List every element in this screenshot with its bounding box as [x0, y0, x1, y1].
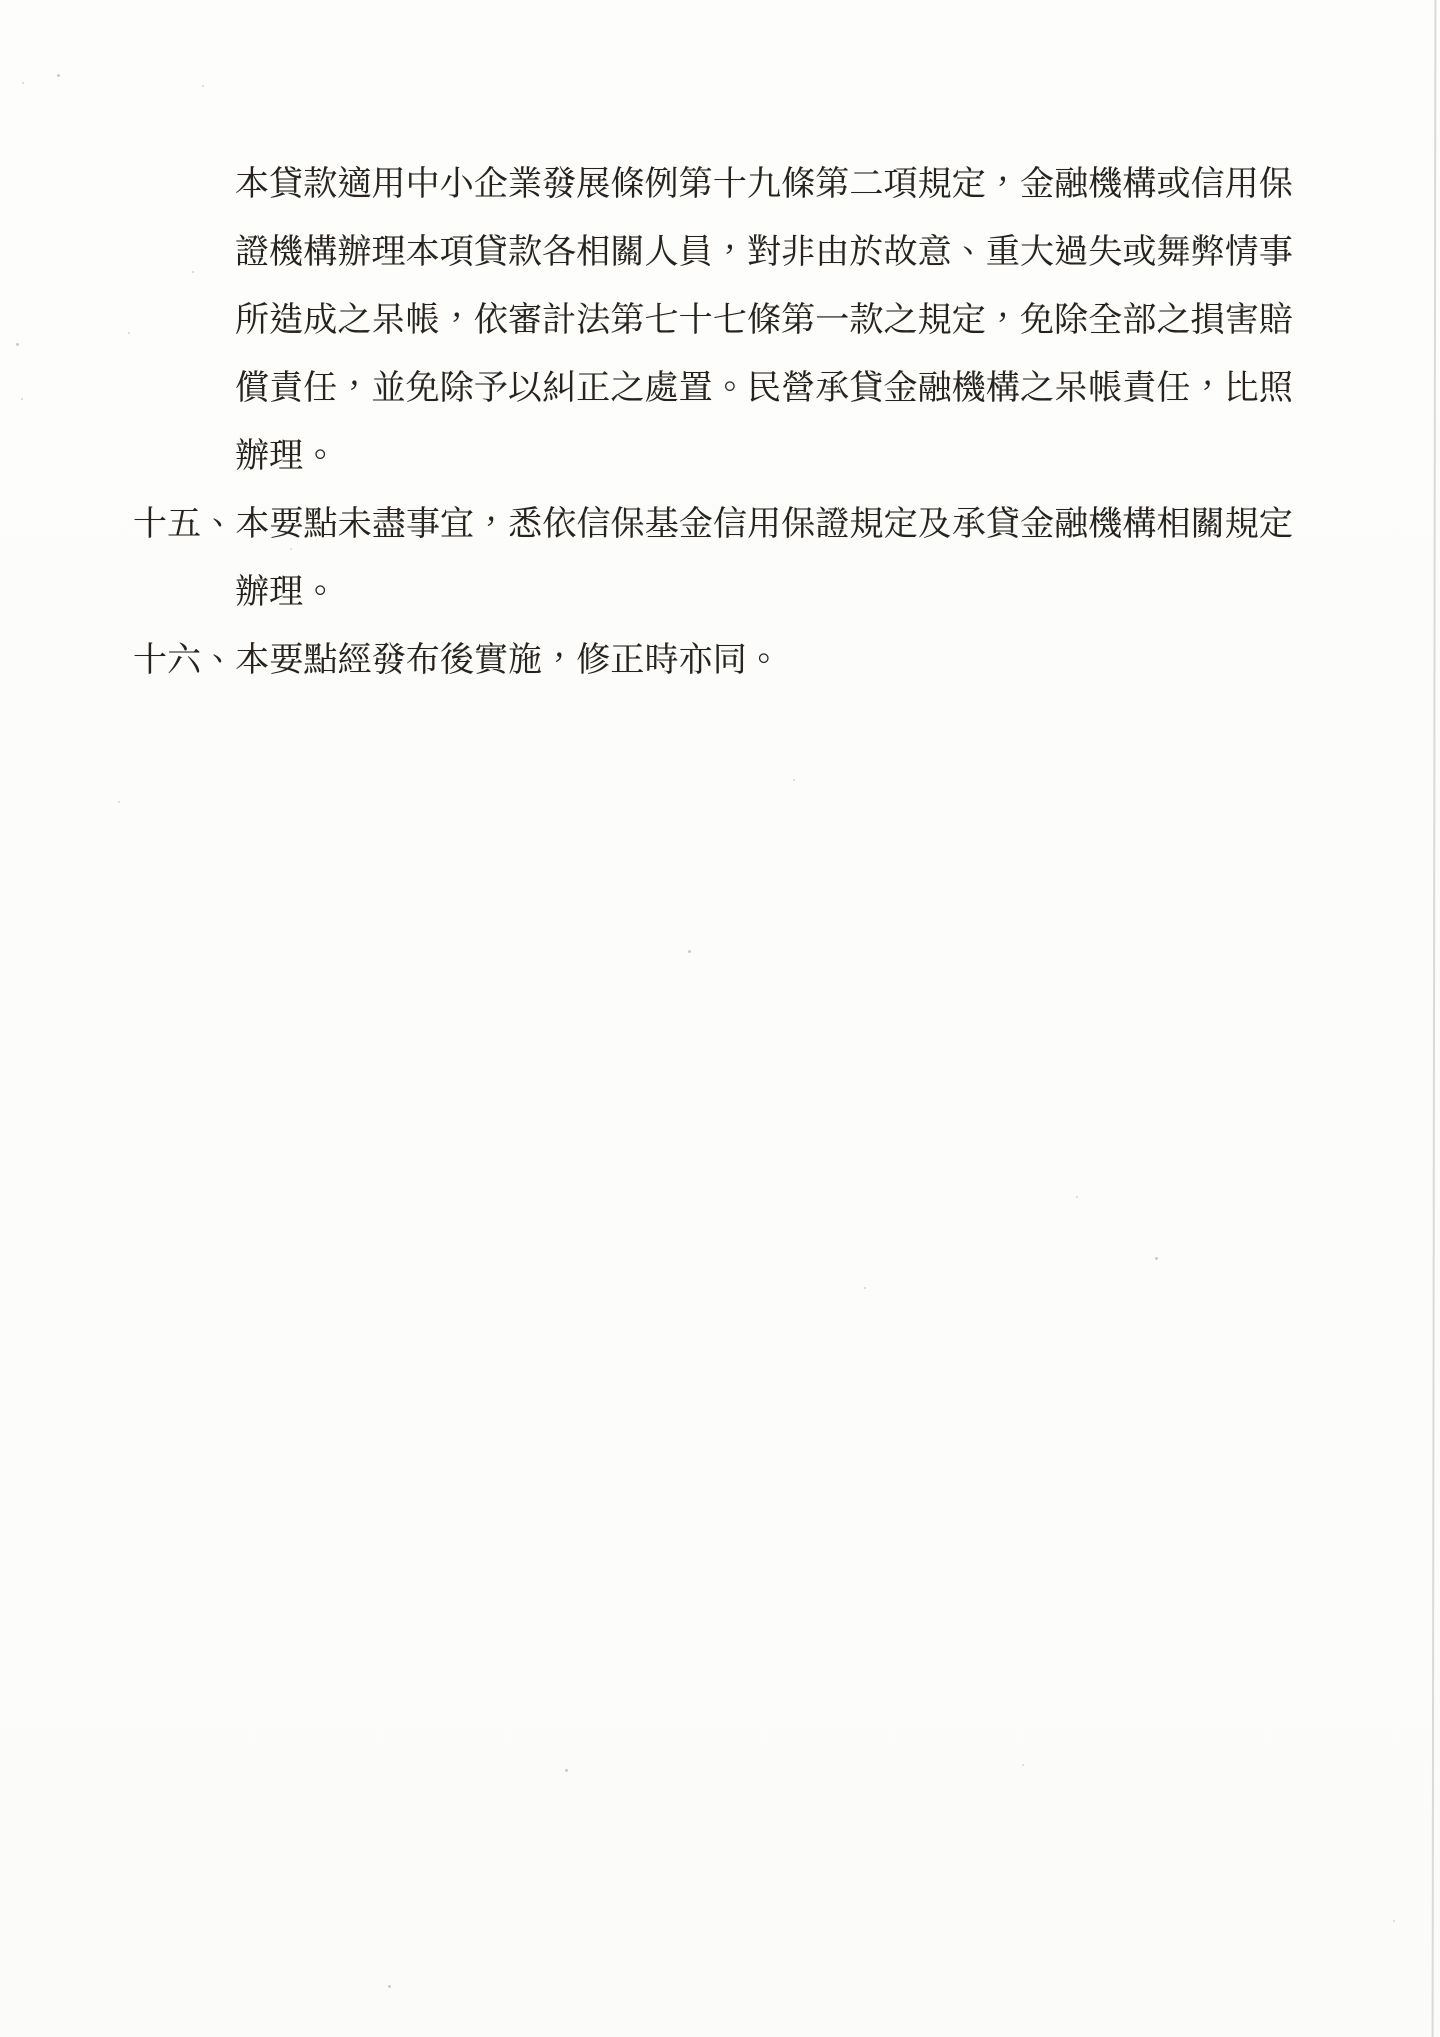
- item-16-line: 十六、本要點經發布後實施，修正時亦同。: [133, 642, 781, 679]
- scan-speck: [16, 343, 19, 346]
- scan-speck: [1022, 1764, 1024, 1766]
- item-15-line-last: 辦理。: [235, 574, 338, 611]
- document-text-block: [133, 151, 1293, 695]
- scan-speck: [128, 332, 130, 334]
- scan-speck: [21, 398, 23, 400]
- scan-speck: [388, 1985, 391, 1988]
- scan-speck: [565, 1769, 568, 1772]
- scan-speck: [1076, 1196, 1078, 1198]
- scan-edge-line: [1432, 0, 1437, 2037]
- scan-speck: [793, 779, 795, 781]
- scan-speck: [864, 1287, 866, 1289]
- item-15-line: 十五、本要點未盡事宜，悉依信保基金信用保證規定及承貸金融機構相關規定: [133, 506, 1293, 543]
- paragraph-14-line: 償責任，並免除予以糾正之處置。民營承貸金融機構之呆帳責任，比照: [235, 370, 1293, 407]
- scan-speck: [202, 85, 204, 87]
- scan-speck: [1155, 1257, 1158, 1260]
- paragraph-14-line: 所造成之呆帳，依審計法第七十七條第一款之規定，免除全部之損害賠: [235, 302, 1293, 339]
- scan-speck: [192, 271, 194, 273]
- scan-speck: [1393, 1920, 1395, 1922]
- scan-speck: [290, 548, 292, 550]
- scan-speck: [688, 950, 691, 953]
- scan-speck: [22, 82, 24, 84]
- paragraph-14-line: 本貸款適用中小企業發展條例第十九條第二項規定，金融機構或信用保: [235, 166, 1293, 203]
- scan-speck: [57, 74, 60, 77]
- scan-speck: [118, 801, 120, 803]
- paragraph-14-line-last: 辦理。: [235, 438, 338, 475]
- paragraph-14-line: 證機構辦理本項貸款各相關人員，對非由於故意、重大過失或舞弊情事: [235, 234, 1293, 271]
